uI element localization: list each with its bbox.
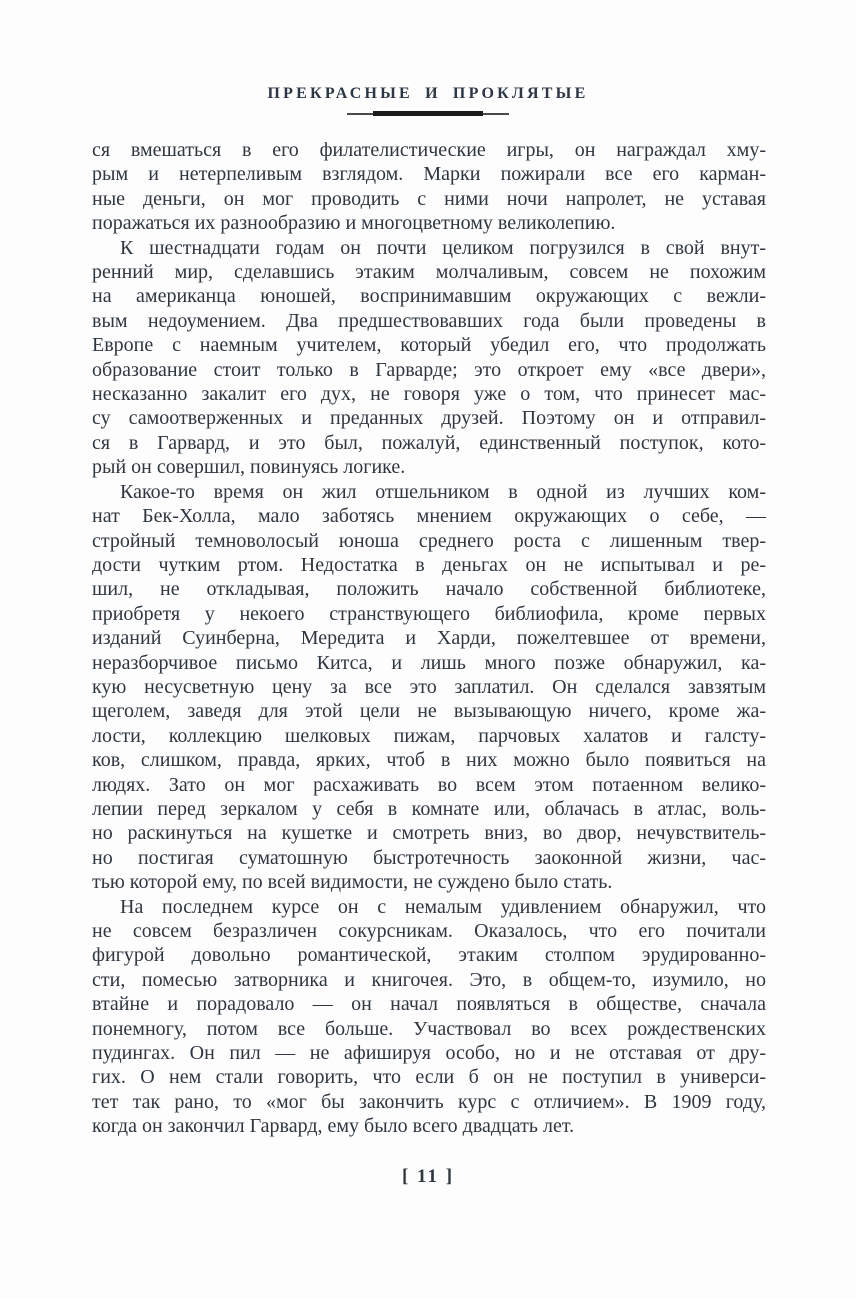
text-line: тет так рано, то «мог бы закончить курс с отличием». В 1909 году, (92, 1090, 766, 1113)
text-line: втайне и порадовало — он начал появляться в обществе, сначала (92, 993, 766, 1016)
text-line: ренний мир, сделавшись этаким молчаливым, совсем не похожим (92, 261, 766, 284)
text-line: гих. О нем стали говорить, что если б он не поступил в универси- (92, 1066, 766, 1089)
text-line: кую несусветную цену за все это заплатил. Он сделался завзятым (92, 675, 766, 698)
text-line: когда он закончил Гарвард, ему было всего двадцать лет. (92, 1115, 575, 1138)
text-line: Европе с наемным учителем, который убедил его, что продолжать (92, 334, 766, 357)
paragraph (92, 480, 766, 895)
text-line: людях. Зато он мог расхаживать во всем этом потаенном велико- (92, 773, 766, 796)
text-line: рым и нетерпеливым взглядом. Марки пожирали все его карман- (92, 163, 766, 186)
paragraph (92, 236, 766, 480)
text-line: су самоотверженных и преданных друзей. Поэтому он и отправил- (92, 407, 766, 430)
text-line: ные деньги, он мог проводить с ними ночи напролет, не уставая (92, 187, 766, 210)
text-line: приобретя у некоего странствующего библиофила, кроме первых (92, 602, 766, 625)
text-line: вым недоумением. Два предшествовавших года были проведены в (92, 309, 766, 332)
text-line: фигурой довольно романтической, этаким столпом эрудированно- (92, 944, 766, 967)
text-line: щеголем, заведя для этой цели не вызывающую ничего, кроме жа- (92, 700, 766, 723)
text-line: поражаться их разнообразию и многоцветному великолепию. (92, 212, 616, 235)
text-line: на американца юношей, воспринимавшим окружающих с вежли- (92, 285, 766, 308)
text-line: К шестнадцати годам он почти целиком погрузился в свой внут- (120, 236, 766, 259)
text-line: тью которой ему, по всей видимости, не суждено было стать. (92, 871, 613, 894)
text-line: стройный темноволосый юноша среднего роста с лишенным твер- (92, 529, 766, 552)
text-line: но постигая суматошную быстротечность заоконной жизни, час- (92, 846, 766, 869)
text-line: пудингах. Он пил — не афишируя особо, но и не отставая от дру- (92, 1042, 766, 1065)
text-line: несказанно закалит его дух, не говоря уже о том, что принесет мас- (92, 383, 766, 406)
text-line: лепии перед зеркалом у себя в комнате или, облачась в атлас, воль- (92, 797, 766, 820)
text-line: На последнем курсе он с немалым удивлением обнаружил, что (120, 895, 766, 918)
text-line: шил, не откладывая, положить начало собственной библиотеке, (92, 578, 766, 601)
text-line: изданий Суинберна, Мередита и Харди, пожелтевшее от времени, (92, 627, 766, 650)
running-head: ПРЕКРАСНЫЕ И ПРОКЛЯТЫЕ (267, 85, 589, 102)
text-line: неразборчивое письмо Китса, и лишь много позже обнаружил, ка- (92, 651, 766, 674)
page-number: [ 11 ] (401, 1166, 455, 1187)
text-line: ков, слишком, правда, ярких, чтоб в них можно было появиться на (92, 749, 766, 772)
text-line: лости, коллекцию шелковых пижам, парчовых халатов и галсту- (92, 724, 766, 747)
text-line: ся вмешаться в его филателистические игры, он награждал хму- (92, 139, 766, 161)
paragraph (92, 138, 766, 236)
text-line: дости чутким ртом. Недостатка в деньгах он не испытывал и ре- (92, 553, 766, 576)
paragraph (92, 895, 766, 1139)
text-line: ся в Гарвард, и это был, пожалуй, единственный поступок, кото- (92, 431, 766, 454)
text-line: нат Бек-Холла, мало заботясь мнением окружающих о себе, — (92, 505, 766, 528)
text-line: рый он совершил, повинуясь логике. (92, 456, 406, 479)
ornament-thick-bar (373, 111, 483, 116)
text-line: понемногу, потом все больше. Участвовал во всех рождественских (92, 1017, 766, 1040)
text-line: Какое-то время он жил отшельником в одной из лучших ком- (120, 480, 766, 503)
text-line: сти, помесью затворника и книгочея. Это, в общем-то, изумило, но (92, 968, 766, 991)
text-line: не совсем безразличен сокурсникам. Оказалось, что его почитали (92, 920, 766, 942)
body-text (92, 138, 766, 1139)
text-line: но раскинуться на кушетке и смотреть вниз, во двор, нечувствитель- (92, 822, 766, 845)
text-line: образование стоит только в Гарварде; это откроет ему «все двери», (92, 358, 766, 381)
header-ornament-rule (347, 111, 509, 117)
